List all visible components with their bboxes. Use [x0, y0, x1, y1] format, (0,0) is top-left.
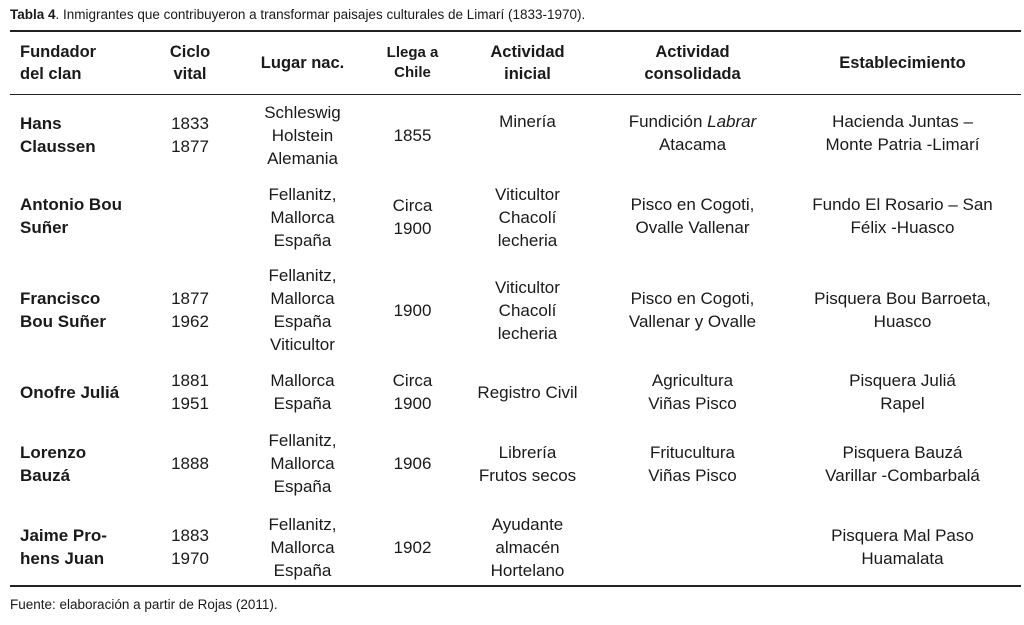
- cell-llega: [370, 100, 455, 170]
- cell-actividad-inicial: [455, 264, 600, 356]
- cell-line: Mallorca: [270, 207, 335, 227]
- cell-lugar: [235, 182, 370, 252]
- cell-line: Pisquera Bauzá: [842, 443, 963, 462]
- cell-line: Hacienda Juntas –: [832, 112, 973, 131]
- cell-line: Varillar -Combarbalá: [825, 466, 980, 485]
- table-row: [10, 428, 1021, 498]
- cell-line: Fritucultura: [649, 443, 736, 462]
- cell-actividad-consolidada: [605, 264, 780, 356]
- table-row: [10, 100, 1021, 170]
- table-source-note: Fuente: elaboración a partir de Rojas (2011).: [10, 597, 278, 612]
- cell-ciclo: [145, 428, 235, 498]
- cell-ciclo: [145, 182, 235, 252]
- cell-line: Holstein: [271, 125, 334, 145]
- cell-actividad-consolidada: [605, 428, 780, 511]
- cell-establecimiento: [785, 264, 1020, 356]
- cell-line: España: [273, 312, 332, 331]
- cell-line: vital: [173, 65, 207, 83]
- cell-line: consolidada: [644, 65, 741, 83]
- cell-line: Fellanitz,: [268, 184, 337, 204]
- table-row: [10, 264, 1021, 356]
- cell-llega: [370, 182, 455, 252]
- cell-actividad-inicial: [455, 428, 600, 511]
- cell-line: Mallorca: [270, 289, 335, 308]
- cell-line: Agricultura: [651, 371, 734, 390]
- cell-line: 1888: [171, 453, 209, 473]
- caption-label: Tabla 4: [10, 7, 56, 22]
- cell-line: Fundición: [628, 112, 708, 131]
- cell-line: Hans: [20, 114, 62, 133]
- table-header: [10, 32, 1021, 94]
- cell-line: Llega a: [386, 44, 439, 61]
- header-establecimiento: [785, 32, 1020, 94]
- cell-actividad-inicial: [455, 100, 600, 180]
- cell-line: Frutos secos: [478, 466, 577, 485]
- cell-line: 1883: [171, 526, 209, 545]
- cell-line: 1902: [393, 537, 432, 557]
- cell-line: Hortelano: [490, 560, 565, 580]
- cell-line: Librería: [498, 443, 557, 462]
- cell-line: Bou Suñer: [20, 312, 106, 331]
- cell-line: 1900: [393, 394, 432, 413]
- cell-line: Ovalle Vallenar: [635, 218, 750, 237]
- cell-actividad-consolidada: [605, 368, 780, 416]
- cell-line: Chacolí: [498, 300, 557, 320]
- cell-line: Circa: [392, 196, 433, 215]
- cell-line: Lugar nac.: [260, 54, 345, 72]
- cell-line: Bauzá: [20, 466, 71, 485]
- cell-line: España: [273, 230, 332, 250]
- cell-establecimiento: [785, 428, 1020, 511]
- header-actividad-consolidada: [605, 32, 780, 94]
- cell-line: Viñas Pisco: [648, 466, 737, 485]
- cell-line: Monte Patria -Limarí: [825, 135, 980, 154]
- cell-line: Suñer: [20, 218, 69, 237]
- caption-text: . Inmigrantes que contribuyeron a transformar paisajes culturales de Limarí (1833-1970).: [55, 7, 586, 22]
- cell-line: Ciclo: [169, 43, 211, 61]
- cell-actividad-inicial: [455, 368, 600, 416]
- table-header-rule: [10, 94, 1021, 95]
- table-caption: [10, 7, 585, 23]
- cell-line: 1900: [393, 219, 432, 238]
- cell-establecimiento: [785, 182, 1020, 263]
- cell-line: España: [273, 394, 332, 413]
- cell-line: del clan: [20, 65, 82, 83]
- cell-establecimiento: [785, 100, 1020, 180]
- cell-establecimiento: [785, 368, 1020, 416]
- cell-lugar: [235, 428, 370, 498]
- cell-establecimiento: [785, 512, 1020, 582]
- cell-line: 1900: [393, 300, 432, 320]
- cell-llega: [370, 428, 455, 498]
- table-row: [10, 182, 1021, 252]
- cell-line: Viticultor: [270, 335, 335, 354]
- cell-ciclo: [145, 368, 235, 416]
- cell-line: Fellanitz,: [268, 514, 337, 534]
- cell-lugar: [235, 368, 370, 416]
- cell-line: Schleswig: [264, 102, 341, 122]
- cell-line: Vallenar y Ovalle: [628, 312, 757, 331]
- cell-line: 1877: [171, 289, 209, 308]
- cell-line: Onofre Juliá: [20, 382, 120, 402]
- cell-line: Viñas Pisco: [648, 394, 737, 413]
- header-ciclo: [145, 32, 235, 94]
- cell-line: Circa: [392, 371, 433, 390]
- cell-line: Francisco: [20, 289, 101, 308]
- cell-line: Actividad: [655, 43, 730, 61]
- cell-line: Registro Civil: [477, 382, 578, 402]
- cell-line: España: [273, 476, 332, 496]
- table-row: [10, 368, 1021, 416]
- cell-line: Fellanitz,: [268, 266, 337, 285]
- cell-line: Fundador: [20, 43, 97, 61]
- cell-line: 1855: [393, 125, 432, 145]
- cell-llega: [370, 512, 455, 582]
- cell-line: Fundo El Rosario – San: [812, 195, 993, 214]
- cell-actividad-consolidada: [605, 100, 780, 180]
- cell-ciclo: [145, 100, 235, 170]
- cell-line: inicial: [504, 65, 551, 83]
- cell-llega: [370, 264, 455, 356]
- header-llega: [370, 32, 455, 94]
- cell-line: Chacolí: [498, 207, 557, 227]
- cell-line: hens Juan: [20, 549, 105, 568]
- cell-line: 1881: [171, 371, 209, 390]
- cell-actividad-inicial: [455, 182, 600, 252]
- cell-line: lecheria: [497, 323, 558, 343]
- cell-line: Mallorca: [270, 371, 335, 390]
- cell-line: Pisco en Cogoti,: [630, 195, 755, 214]
- cell-line: 1906: [393, 453, 432, 473]
- cell-line: Lorenzo: [20, 443, 87, 462]
- cell-line: Mallorca: [270, 453, 335, 473]
- cell-line: 1970: [171, 549, 209, 568]
- table-bottom-rule: [10, 585, 1021, 587]
- cell-llega: [370, 368, 455, 416]
- cell-lugar: [235, 512, 370, 582]
- cell-line: 1833: [171, 114, 209, 133]
- cell-line: Huamalata: [861, 549, 944, 568]
- cell-line: Chile: [394, 64, 431, 81]
- cell-ciclo: [145, 264, 235, 356]
- cell-actividad-consolidada: [605, 512, 780, 582]
- cell-line: Establecimiento: [839, 54, 966, 72]
- header-lugar: [235, 32, 370, 94]
- cell-lugar: [235, 264, 370, 356]
- cell-actividad-consolidada: [605, 182, 780, 263]
- table-row: [10, 512, 1021, 582]
- cell-line: Ayudante: [491, 514, 564, 534]
- cell-ciclo: [145, 512, 235, 582]
- cell-line: Mallorca: [270, 537, 335, 557]
- cell-line: España: [273, 560, 332, 580]
- header-actividad-inicial: [455, 32, 600, 94]
- cell-line: Minería: [499, 112, 556, 131]
- cell-line: Antonio Bou: [20, 195, 122, 214]
- cell-line-italic: Labrar: [707, 112, 757, 131]
- cell-line: Viticultor: [495, 184, 560, 204]
- cell-line: Pisco en Cogoti,: [630, 289, 755, 308]
- cell-line: Viticultor: [495, 277, 560, 297]
- cell-line: 1951: [171, 394, 209, 413]
- cell-line: Pisquera Juliá: [849, 371, 956, 390]
- cell-lugar: [235, 100, 370, 170]
- cell-line: Félix -Huasco: [850, 218, 955, 237]
- cell-line: Actividad: [490, 43, 565, 61]
- cell-line: 1962: [171, 312, 209, 331]
- cell-line: Pisquera Mal Paso: [831, 526, 974, 545]
- cell-line: Atacama: [658, 135, 727, 154]
- cell-line: Rapel: [880, 394, 925, 413]
- cell-line: 1877: [171, 137, 209, 156]
- cell-line: almacén: [495, 537, 560, 557]
- cell-line: Claussen: [20, 137, 96, 156]
- cell-line: Fellanitz,: [268, 430, 337, 450]
- cell-actividad-inicial: [455, 512, 600, 582]
- cell-line: Alemania: [267, 148, 338, 168]
- cell-line: Pisquera Bou Barroeta,: [814, 289, 991, 308]
- cell-line: Huasco: [873, 312, 932, 331]
- cell-line: lecheria: [497, 230, 558, 250]
- cell-line: Jaime Pro-: [20, 526, 107, 545]
